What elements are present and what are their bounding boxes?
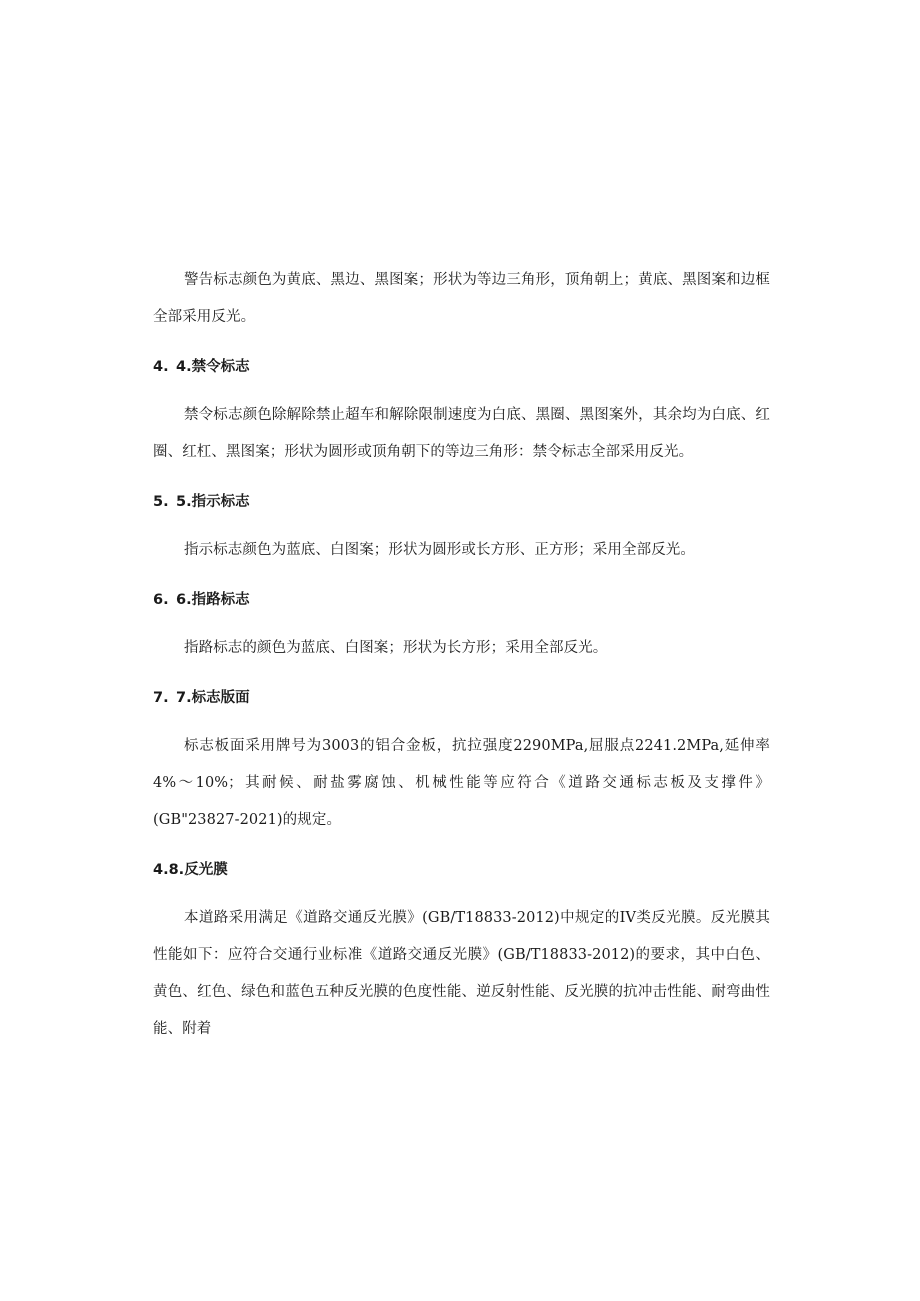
heading-guide-signs <box>153 589 770 611</box>
heading-text: 4.8.反光膜 <box>153 862 228 878</box>
heading-text: 6.指路标志 <box>176 592 250 608</box>
heading-sign-panel <box>153 687 770 709</box>
heading-number: 4. <box>153 359 169 375</box>
heading-text: 5.指示标志 <box>176 494 250 510</box>
paragraph-indication-signs: 指示标志颜色为蓝底、白图案；形状为圆形或长方形、正方形；采用全部反光。 <box>184 542 695 558</box>
heading-text: 7.标志版面 <box>176 690 250 706</box>
heading-number: 5. <box>153 494 169 510</box>
heading-reflective-film <box>153 859 770 881</box>
heading-text: 4.禁令标志 <box>176 359 250 375</box>
paragraph-prohibition-signs: 禁令标志颜色除解除禁止超车和解除限制速度为白底、黑圈、黑图案外，其余均为白底、红圈、红杠、黑图案；形状为圆形或顶角朝下的等边三角形：禁令标志全部采用反光。 <box>153 407 770 460</box>
heading-number: 7. <box>153 690 169 706</box>
heading-indication-signs <box>153 491 770 513</box>
paragraph-warning-signs: 警告标志颜色为黄底、黑边、黑图案；形状为等边三角形，顶角朝上；黄底、黑图案和边框全部采用反光。 <box>153 272 770 325</box>
paragraph-sign-panel: 标志板面采用牌号为3003的铝合金板，抗拉强度2290MPa,屈服点2241.2MPa,延伸率4%〜10%；其耐候、耐盐雾腐蚀、机械性能等应符合《道路交通标志板及支撑件》(GB"23827-2021)的规定。 <box>153 738 770 828</box>
document-body <box>153 262 770 1048</box>
heading-prohibition-signs <box>153 356 770 378</box>
paragraph-guide-signs: 指路标志的颜色为蓝底、白图案；形状为长方形；采用全部反光。 <box>184 640 608 656</box>
heading-number: 6. <box>153 592 169 608</box>
paragraph-reflective-film: 本道路采用满足《道路交通反光膜》(GB/T18833-2012)中规定的IV类反光膜。反光膜其性能如下：应符合交通行业标准《道路交通反光膜》(GB/T18833-2012)的要求，其中白色、黄色、红色、绿色和蓝色五种反光膜的色度性能、逆反射性能、反光膜的抗冲击性能、耐弯曲性能、附着 <box>153 910 770 1037</box>
